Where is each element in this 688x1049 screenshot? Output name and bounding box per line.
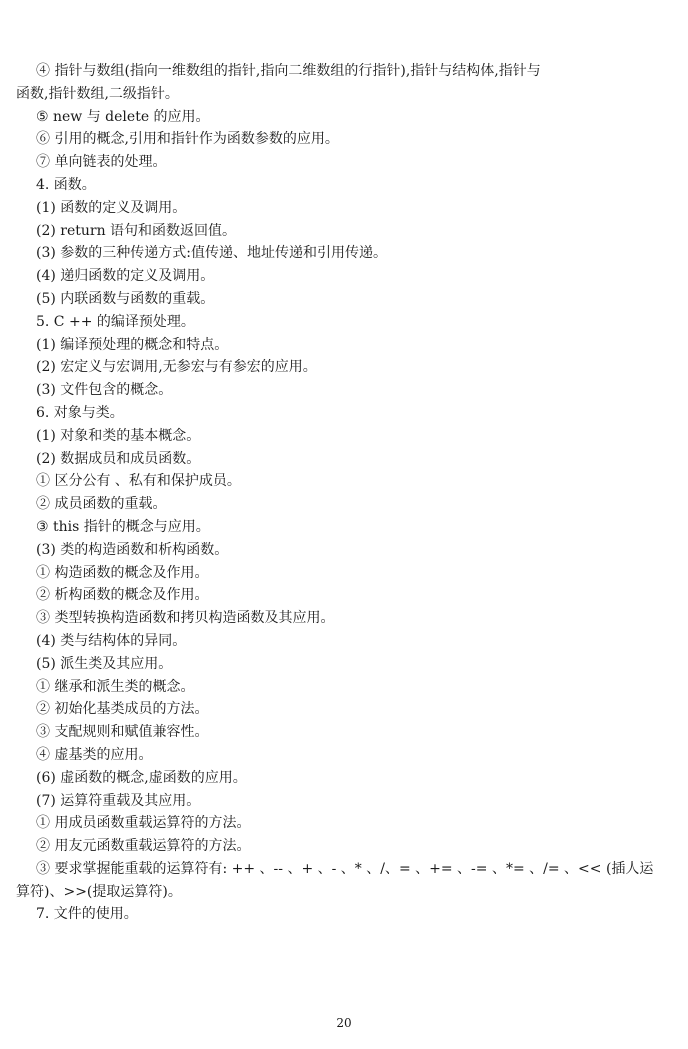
text-line: 5. C ++ 的编译预处理。 (36, 313, 195, 330)
text-line: ① 继承和派生类的概念。 (36, 678, 195, 695)
text-line: ⑦ 单向链表的处理。 (36, 154, 167, 171)
text-line: 函数,指针数组,二级指针。 (16, 85, 179, 102)
text-line: (1) 函数的定义及调用。 (36, 199, 187, 216)
text-line: ⑥ 引用的概念,引用和指针作为函数参数的应用。 (36, 131, 339, 148)
document-body (16, 60, 676, 926)
text-line: ④ 虚基类的应用。 (36, 746, 153, 763)
text-line: 7. 文件的使用。 (36, 906, 138, 923)
text-line: ③ 类型转换构造函数和拷贝构造函数及其应用。 (36, 610, 335, 627)
text-line: (1) 编译预处理的概念和特点。 (36, 336, 229, 353)
text-line: ② 初始化基类成员的方法。 (36, 701, 209, 718)
text-line: (2) 宏定义与宏调用,无参宏与有参宏的应用。 (36, 359, 317, 376)
wrapped-paragraph (16, 858, 676, 904)
text-line: (4) 递归函数的定义及调用。 (36, 268, 215, 285)
text-line: (2) 数据成员和成员函数。 (36, 450, 201, 467)
text-line: ② 析构函数的概念及作用。 (36, 587, 209, 604)
text-line: (3) 文件包含的概念。 (36, 382, 173, 399)
text-line: 4. 函数。 (36, 176, 96, 193)
text-line: (7) 运算符重载及其应用。 (36, 792, 201, 809)
text-line: (1) 对象和类的基本概念。 (36, 427, 201, 444)
text-line: ③ 支配规则和赋值兼容性。 (36, 724, 209, 741)
text-line: (5) 派生类及其应用。 (36, 655, 173, 672)
text-line: ④ 指针与数组(指向一维数组的指针,指向二维数组的行指针),指针与结构体,指针与 (36, 63, 541, 79)
text-line: ① 构造函数的概念及作用。 (36, 564, 209, 581)
text-line: ③ 要求掌握能重载的运算符有: ++ 、-- 、+ 、- 、* 、/、= 、+= 、-= 、*= 、/= 、<< (插人运 (36, 860, 654, 877)
text-line: ② 成员函数的重载。 (36, 496, 167, 513)
text-line: ① 用成员函数重载运算符的方法。 (36, 815, 251, 832)
text-line: (4) 类与结构体的异同。 (36, 632, 187, 649)
text-line: (2) return 语句和函数返回值。 (36, 222, 237, 239)
text-line: (3) 参数的三种传递方式:值传递、地址传递和引用传递。 (36, 245, 387, 262)
text-line: (3) 类的构造函数和析构函数。 (36, 541, 229, 558)
text-line: 6. 对象与类。 (36, 404, 124, 421)
text-line: ③ this 指针的概念与应用。 (36, 518, 210, 535)
text-line: 算符)、>>(提取运算符)。 (16, 883, 182, 900)
wrapped-paragraph (16, 60, 676, 106)
text-line: ⑤ new 与 delete 的应用。 (36, 108, 210, 125)
text-line: (6) 虚函数的概念,虚函数的应用。 (36, 769, 247, 786)
text-line: (5) 内联函数与函数的重载。 (36, 290, 215, 307)
page-number: 20 (336, 1016, 352, 1030)
text-line: ① 区分公有 、私有和保护成员。 (36, 473, 241, 490)
text-line: ② 用友元函数重载运算符的方法。 (36, 838, 251, 855)
